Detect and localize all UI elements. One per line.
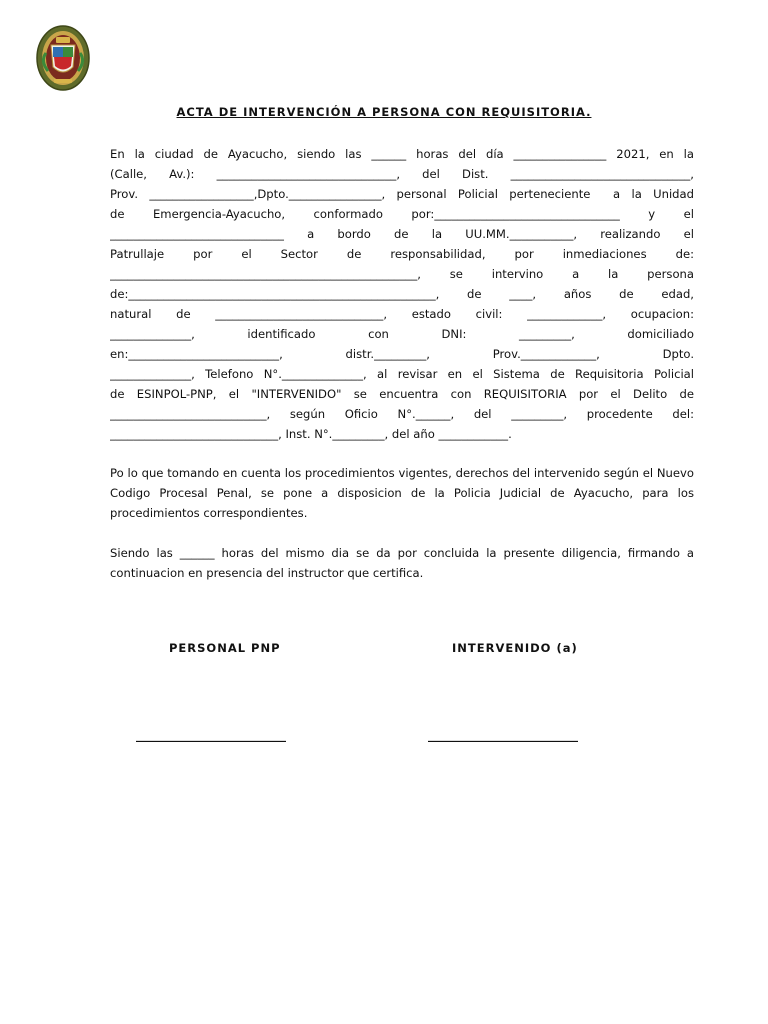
signature-label-personal-pnp: PERSONAL PNP [169,641,281,655]
text-line: continuacion en presencia del instructor que certifica. [110,566,424,580]
text-line: (Calle, Av.): _______________________________, del Dist. _______________________________, [110,167,694,181]
signature-label-intervenido: INTERVENIDO (a) [452,641,578,655]
text-line: Prov. __________________,Dpto.________________, personal Policial perteneciente a la Unidad [110,187,694,201]
text-line: _____________________________________________________, se intervino a la persona [110,267,694,281]
body-paragraph-closing [110,543,694,583]
text-line: natural de _____________________________, estado civil: _____________, ocupacion: [110,307,694,321]
text-line: procedimientos correspondientes. [110,506,308,520]
text-line: Patrullaje por el Sector de responsabilidad, por inmediaciones de: [110,247,694,261]
text-line: de:_____________________________________________________, de ____, años de edad, [110,287,694,301]
text-line: En la ciudad de Ayacucho, siendo las ______ horas del día ________________ 2021, en la [110,147,694,161]
document-title: ACTA DE INTERVENCIÓN A PERSONA CON REQUISITORIA. [176,105,592,119]
body-paragraph-intervention [110,144,694,444]
body-paragraph-disposition [110,463,694,523]
text-line: Siendo las ______ horas del mismo dia se da por concluida la presente diligencia, firmando a [110,546,694,560]
text-line: ______________, identificado con DNI: _________, domiciliado [110,327,694,341]
signature-line-intervenido: _________________________ [428,728,578,742]
text-line: Po lo que tomando en cuenta los procedimientos vigentes, derechos del intervenido según el Nuevo [110,466,694,480]
text-line: Codigo Procesal Penal, se pone a disposicion de la Policia Judicial de Ayacucho, para los [110,486,694,500]
text-line: ___________________________, según Oficio N°.______, del _________, procedente del: [110,407,694,421]
text-line: en:__________________________, distr._________, Prov._____________, Dpto. [110,347,694,361]
signature-line-personal-pnp: _________________________ [136,728,286,742]
policia-nacional-crest-icon [36,25,90,91]
text-line: de ESINPOL-PNP, el "INTERVENIDO" se encuentra con REQUISITORIA por el Delito de [110,387,694,401]
text-line: de Emergencia-Ayacucho, conformado por:________________________________ y el [110,207,694,221]
text-line: ______________________________ a bordo de la UU.MM.___________, realizando el [110,227,694,241]
text-line: _____________________________, Inst. N°._________, del año ____________. [110,427,512,441]
text-line: ______________, Telefono N°.______________, al revisar en el Sistema de Requisitoria Policial [110,367,694,381]
